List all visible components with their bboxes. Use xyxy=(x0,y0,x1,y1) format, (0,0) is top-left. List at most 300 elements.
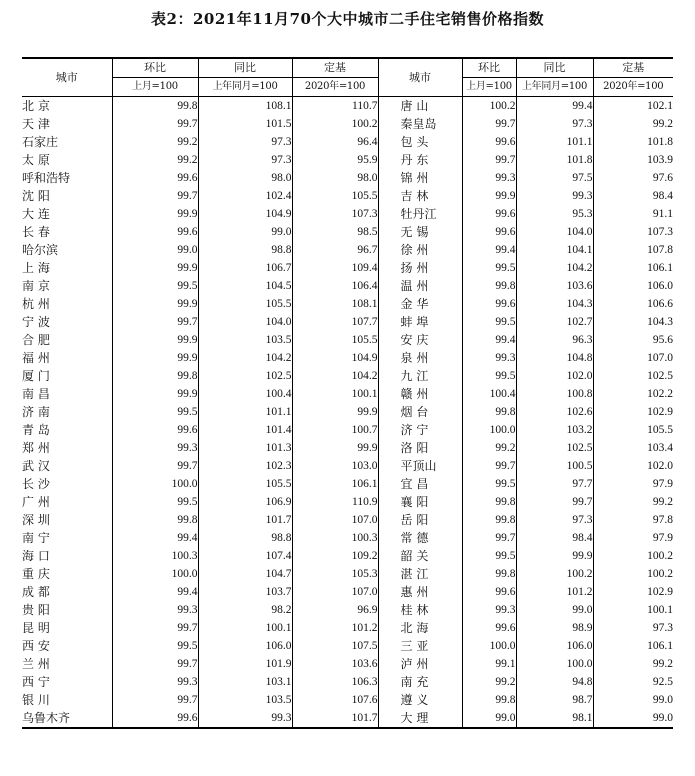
table-row xyxy=(22,385,673,403)
yoy-value-left: 104.9 xyxy=(198,205,292,223)
yoy-value-right: 99.4 xyxy=(516,97,593,116)
city-name-right: 温 州 xyxy=(378,277,462,295)
yoy-value-left: 104.0 xyxy=(198,313,292,331)
table-row xyxy=(22,673,673,691)
fixed-value-right: 97.3 xyxy=(593,619,673,637)
city-name-right: 襄 阳 xyxy=(378,493,462,511)
yoy-value-right: 94.8 xyxy=(516,673,593,691)
fixed-value-left: 99.9 xyxy=(292,439,378,457)
yoy-value-right: 106.0 xyxy=(516,637,593,655)
yoy-value-right: 102.6 xyxy=(516,403,593,421)
city-name-left: 南 京 xyxy=(22,279,50,293)
mom-value-left: 99.8 xyxy=(112,511,198,529)
mom-value-left: 99.6 xyxy=(112,421,198,439)
yoy-value-right: 99.9 xyxy=(516,547,593,565)
table-row xyxy=(22,313,673,331)
city-name-right: 桂 林 xyxy=(378,601,462,619)
yoy-value-left: 101.9 xyxy=(198,655,292,673)
city-name-left: 海 口 xyxy=(22,549,50,563)
city-name-left: 厦 门 xyxy=(22,369,50,383)
mom-value-right: 99.5 xyxy=(462,475,516,493)
mom-value-right: 99.8 xyxy=(462,403,516,421)
fixed-value-right: 105.5 xyxy=(593,421,673,439)
col-subheader-fixed-left: 2020年=100 xyxy=(292,78,378,97)
table-row xyxy=(22,691,673,709)
mom-value-left: 99.3 xyxy=(112,673,198,691)
table-row xyxy=(22,133,673,151)
city-name-right: 赣 州 xyxy=(378,385,462,403)
mom-value-left: 99.6 xyxy=(112,223,198,241)
city-name-right: 吉 林 xyxy=(378,187,462,205)
yoy-value-left: 103.5 xyxy=(198,691,292,709)
mom-value-left: 99.9 xyxy=(112,385,198,403)
mom-value-right: 99.8 xyxy=(462,277,516,295)
fixed-value-right: 100.1 xyxy=(593,601,673,619)
city-name-left: 广 州 xyxy=(22,495,50,509)
col-header-yoy-left: 同比 xyxy=(198,58,292,78)
mom-value-right: 99.7 xyxy=(462,115,516,133)
table-row xyxy=(22,475,673,493)
fixed-value-right: 99.2 xyxy=(593,115,673,133)
city-name-left: 武 汉 xyxy=(22,459,50,473)
yoy-value-left: 99.0 xyxy=(198,223,292,241)
city-name-right: 南 充 xyxy=(378,673,462,691)
mom-value-right: 99.4 xyxy=(462,331,516,349)
yoy-value-right: 99.7 xyxy=(516,493,593,511)
table-row xyxy=(22,511,673,529)
city-name-left: 石家庄 xyxy=(22,135,59,149)
city-name-left: 北 京 xyxy=(22,99,50,113)
table-row xyxy=(22,115,673,133)
yoy-value-left: 103.1 xyxy=(198,673,292,691)
city-name-left: 成 都 xyxy=(22,585,50,599)
col-subheader-yoy-right: 上年同月=100 xyxy=(516,78,593,97)
col-header-city-right: 城市 xyxy=(378,58,462,97)
fixed-value-right: 91.1 xyxy=(593,205,673,223)
fixed-value-left: 100.3 xyxy=(292,529,378,547)
yoy-value-right: 97.3 xyxy=(516,115,593,133)
table-row xyxy=(22,565,673,583)
fixed-value-right: 106.1 xyxy=(593,637,673,655)
city-name-left: 长 沙 xyxy=(22,477,50,491)
col-subheader-fixed-right: 2020年=100 xyxy=(593,78,673,97)
fixed-value-right: 97.9 xyxy=(593,475,673,493)
col-header-fixed-right: 定基 xyxy=(593,58,673,78)
yoy-value-left: 106.7 xyxy=(198,259,292,277)
city-name-right: 泸 州 xyxy=(378,655,462,673)
fixed-value-right: 99.2 xyxy=(593,655,673,673)
yoy-value-right: 104.2 xyxy=(516,259,593,277)
yoy-value-right: 97.3 xyxy=(516,511,593,529)
fixed-value-right: 107.0 xyxy=(593,349,673,367)
city-name-right: 包 头 xyxy=(378,133,462,151)
table-row xyxy=(22,439,673,457)
fixed-value-left: 106.1 xyxy=(292,475,378,493)
table-row xyxy=(22,205,673,223)
mom-value-left: 99.7 xyxy=(112,313,198,331)
mom-value-right: 99.7 xyxy=(462,457,516,475)
col-header-fixed-left: 定基 xyxy=(292,58,378,78)
mom-value-right: 99.9 xyxy=(462,187,516,205)
city-name-left: 贵 阳 xyxy=(22,603,50,617)
yoy-value-right: 102.5 xyxy=(516,439,593,457)
city-name-left: 乌鲁木齐 xyxy=(22,709,112,728)
mom-value-left: 99.5 xyxy=(112,403,198,421)
city-name-left: 大 连 xyxy=(22,207,50,221)
city-name-left: 重 庆 xyxy=(22,567,50,581)
table-body xyxy=(22,97,673,729)
table-row xyxy=(22,241,673,259)
mom-value-right: 99.6 xyxy=(462,223,516,241)
yoy-value-left: 99.3 xyxy=(198,709,292,728)
mom-value-left: 99.5 xyxy=(112,277,198,295)
table-row xyxy=(22,709,673,728)
city-name-right: 唐 山 xyxy=(378,97,462,116)
city-name-left: 福 州 xyxy=(22,351,50,365)
mom-value-left: 99.7 xyxy=(112,457,198,475)
yoy-value-left: 106.9 xyxy=(198,493,292,511)
yoy-value-left: 103.5 xyxy=(198,331,292,349)
mom-value-left: 99.2 xyxy=(112,133,198,151)
city-name-right: 北 海 xyxy=(378,619,462,637)
table-row xyxy=(22,637,673,655)
yoy-value-left: 102.4 xyxy=(198,187,292,205)
fixed-value-left: 109.2 xyxy=(292,547,378,565)
col-subheader-mom-left: 上月=100 xyxy=(112,78,198,97)
table-row xyxy=(22,349,673,367)
fixed-value-left: 100.7 xyxy=(292,421,378,439)
mom-value-right: 99.8 xyxy=(462,511,516,529)
fixed-value-left: 104.9 xyxy=(292,349,378,367)
fixed-value-right: 92.5 xyxy=(593,673,673,691)
yoy-value-left: 104.5 xyxy=(198,277,292,295)
mom-value-right: 99.6 xyxy=(462,583,516,601)
fixed-value-right: 102.1 xyxy=(593,97,673,116)
yoy-value-right: 96.3 xyxy=(516,331,593,349)
mom-value-right: 99.5 xyxy=(462,259,516,277)
yoy-value-left: 101.1 xyxy=(198,403,292,421)
fixed-value-right: 103.9 xyxy=(593,151,673,169)
city-name-right: 三 亚 xyxy=(378,637,462,655)
mom-value-right: 99.7 xyxy=(462,529,516,547)
col-header-city-left: 城市 xyxy=(22,58,112,97)
city-name-left: 太 原 xyxy=(22,153,50,167)
mom-value-left: 100.0 xyxy=(112,475,198,493)
city-name-right: 无 锡 xyxy=(378,223,462,241)
table-row xyxy=(22,493,673,511)
fixed-value-right: 98.4 xyxy=(593,187,673,205)
yoy-value-left: 98.8 xyxy=(198,529,292,547)
city-name-right: 宜 昌 xyxy=(378,475,462,493)
table-row xyxy=(22,223,673,241)
city-name-right: 秦皇岛 xyxy=(378,115,462,133)
fixed-value-left: 95.9 xyxy=(292,151,378,169)
city-name-right: 扬 州 xyxy=(378,259,462,277)
mom-value-right: 99.5 xyxy=(462,367,516,385)
fixed-value-left: 107.5 xyxy=(292,637,378,655)
fixed-value-left: 103.6 xyxy=(292,655,378,673)
mom-value-right: 99.7 xyxy=(462,151,516,169)
mom-value-right: 99.5 xyxy=(462,313,516,331)
fixed-value-left: 99.9 xyxy=(292,403,378,421)
mom-value-right: 99.6 xyxy=(462,619,516,637)
city-name-right: 牡丹江 xyxy=(378,205,462,223)
mom-value-left: 99.9 xyxy=(112,205,198,223)
yoy-value-left: 105.5 xyxy=(198,295,292,313)
fixed-value-right: 106.1 xyxy=(593,259,673,277)
city-name-right: 金 华 xyxy=(378,295,462,313)
city-name-left: 长 春 xyxy=(22,225,50,239)
city-name-left: 南 宁 xyxy=(22,531,50,545)
mom-value-right: 100.4 xyxy=(462,385,516,403)
mom-value-left: 99.7 xyxy=(112,655,198,673)
col-header-mom-right: 环比 xyxy=(462,58,516,78)
city-name-left: 青 岛 xyxy=(22,423,50,437)
yoy-value-right: 97.7 xyxy=(516,475,593,493)
fixed-value-left: 98.5 xyxy=(292,223,378,241)
mom-value-right: 99.8 xyxy=(462,691,516,709)
mom-value-left: 99.8 xyxy=(112,97,198,116)
table-row xyxy=(22,259,673,277)
mom-value-left: 99.2 xyxy=(112,151,198,169)
fixed-value-left: 106.3 xyxy=(292,673,378,691)
fixed-value-left: 101.7 xyxy=(292,709,378,728)
col-subheader-yoy-left: 上年同月=100 xyxy=(198,78,292,97)
mom-value-left: 99.9 xyxy=(112,259,198,277)
mom-value-right: 99.3 xyxy=(462,169,516,187)
fixed-value-right: 102.9 xyxy=(593,583,673,601)
city-name-left: 天 津 xyxy=(22,117,50,131)
price-index-table xyxy=(22,57,673,729)
fixed-value-right: 102.5 xyxy=(593,367,673,385)
city-name-left: 上 海 xyxy=(22,261,50,275)
yoy-value-right: 104.1 xyxy=(516,241,593,259)
yoy-value-right: 98.4 xyxy=(516,529,593,547)
fixed-value-left: 104.2 xyxy=(292,367,378,385)
fixed-value-left: 106.4 xyxy=(292,277,378,295)
yoy-value-left: 104.2 xyxy=(198,349,292,367)
mom-value-left: 99.6 xyxy=(112,169,198,187)
city-name-right: 安 庆 xyxy=(378,331,462,349)
table-row xyxy=(22,529,673,547)
fixed-value-right: 107.8 xyxy=(593,241,673,259)
fixed-value-left: 98.0 xyxy=(292,169,378,187)
col-subheader-mom-right: 上月=100 xyxy=(462,78,516,97)
city-name-right: 洛 阳 xyxy=(378,439,462,457)
yoy-value-left: 105.5 xyxy=(198,475,292,493)
mom-value-right: 100.0 xyxy=(462,637,516,655)
fixed-value-right: 97.8 xyxy=(593,511,673,529)
yoy-value-left: 108.1 xyxy=(198,97,292,116)
mom-value-left: 99.5 xyxy=(112,637,198,655)
table-row xyxy=(22,619,673,637)
yoy-value-right: 104.8 xyxy=(516,349,593,367)
yoy-value-left: 102.5 xyxy=(198,367,292,385)
mom-value-left: 99.7 xyxy=(112,187,198,205)
mom-value-left: 100.3 xyxy=(112,547,198,565)
mom-value-right: 99.6 xyxy=(462,295,516,313)
city-name-left: 兰 州 xyxy=(22,657,50,671)
mom-value-left: 99.5 xyxy=(112,493,198,511)
mom-value-left: 99.4 xyxy=(112,583,198,601)
fixed-value-left: 107.3 xyxy=(292,205,378,223)
mom-value-right: 99.4 xyxy=(462,241,516,259)
table-row xyxy=(22,601,673,619)
mom-value-left: 99.7 xyxy=(112,691,198,709)
mom-value-right: 99.8 xyxy=(462,493,516,511)
city-name-right: 遵 义 xyxy=(378,691,462,709)
fixed-value-right: 99.0 xyxy=(593,709,673,728)
fixed-value-right: 102.0 xyxy=(593,457,673,475)
city-name-right: 湛 江 xyxy=(378,565,462,583)
fixed-value-left: 107.6 xyxy=(292,691,378,709)
city-name-left: 银 川 xyxy=(22,693,50,707)
fixed-value-left: 100.1 xyxy=(292,385,378,403)
fixed-value-right: 102.9 xyxy=(593,403,673,421)
table-row xyxy=(22,367,673,385)
fixed-value-right: 97.9 xyxy=(593,529,673,547)
mom-value-left: 99.7 xyxy=(112,115,198,133)
mom-value-right: 99.5 xyxy=(462,547,516,565)
fixed-value-left: 96.4 xyxy=(292,133,378,151)
fixed-value-right: 99.2 xyxy=(593,493,673,511)
city-name-right: 锦 州 xyxy=(378,169,462,187)
city-name-left: 深 圳 xyxy=(22,513,50,527)
city-name-left: 合 肥 xyxy=(22,333,50,347)
fixed-value-left: 110.7 xyxy=(292,97,378,116)
yoy-value-left: 98.0 xyxy=(198,169,292,187)
fixed-value-left: 109.4 xyxy=(292,259,378,277)
table-row xyxy=(22,331,673,349)
table-row xyxy=(22,547,673,565)
city-name-right: 常 德 xyxy=(378,529,462,547)
yoy-value-right: 99.3 xyxy=(516,187,593,205)
yoy-value-left: 101.5 xyxy=(198,115,292,133)
yoy-value-left: 97.3 xyxy=(198,151,292,169)
mom-value-left: 99.3 xyxy=(112,601,198,619)
col-header-yoy-right: 同比 xyxy=(516,58,593,78)
city-name-right: 徐 州 xyxy=(378,241,462,259)
table-row xyxy=(22,421,673,439)
yoy-value-right: 103.6 xyxy=(516,277,593,295)
yoy-value-right: 98.9 xyxy=(516,619,593,637)
fixed-value-right: 100.2 xyxy=(593,547,673,565)
fixed-value-left: 96.9 xyxy=(292,601,378,619)
city-name-right: 岳 阳 xyxy=(378,511,462,529)
mom-value-right: 99.2 xyxy=(462,673,516,691)
fixed-value-left: 107.7 xyxy=(292,313,378,331)
fixed-value-right: 107.3 xyxy=(593,223,673,241)
city-name-left: 呼和浩特 xyxy=(22,171,71,185)
mom-value-left: 100.0 xyxy=(112,565,198,583)
fixed-value-right: 101.8 xyxy=(593,133,673,151)
col-header-mom-left: 环比 xyxy=(112,58,198,78)
table-row xyxy=(22,403,673,421)
yoy-value-left: 98.8 xyxy=(198,241,292,259)
city-name-left: 郑 州 xyxy=(22,441,50,455)
city-name-right: 惠 州 xyxy=(378,583,462,601)
fixed-value-right: 102.2 xyxy=(593,385,673,403)
table-row xyxy=(22,655,673,673)
fixed-value-right: 104.3 xyxy=(593,313,673,331)
yoy-value-right: 104.3 xyxy=(516,295,593,313)
yoy-value-right: 101.1 xyxy=(516,133,593,151)
city-name-right: 九 江 xyxy=(378,367,462,385)
yoy-value-left: 100.1 xyxy=(198,619,292,637)
yoy-value-right: 100.5 xyxy=(516,457,593,475)
yoy-value-right: 99.0 xyxy=(516,601,593,619)
mom-value-right: 99.6 xyxy=(462,205,516,223)
yoy-value-right: 104.0 xyxy=(516,223,593,241)
table-row xyxy=(22,457,673,475)
mom-value-right: 100.0 xyxy=(462,421,516,439)
fixed-value-left: 110.9 xyxy=(292,493,378,511)
fixed-value-left: 103.0 xyxy=(292,457,378,475)
mom-value-right: 99.1 xyxy=(462,655,516,673)
fixed-value-left: 105.5 xyxy=(292,331,378,349)
mom-value-left: 99.4 xyxy=(112,529,198,547)
fixed-value-right: 106.0 xyxy=(593,277,673,295)
yoy-value-left: 101.3 xyxy=(198,439,292,457)
fixed-value-left: 100.2 xyxy=(292,115,378,133)
city-name-left: 昆 明 xyxy=(22,621,50,635)
yoy-value-right: 100.8 xyxy=(516,385,593,403)
yoy-value-right: 102.0 xyxy=(516,367,593,385)
yoy-value-left: 101.4 xyxy=(198,421,292,439)
yoy-value-left: 98.2 xyxy=(198,601,292,619)
fixed-value-left: 107.0 xyxy=(292,583,378,601)
table-title: 表2：2021年11月70个大中城市二手住宅销售价格指数 xyxy=(151,10,544,28)
fixed-value-left: 96.7 xyxy=(292,241,378,259)
table-row xyxy=(22,583,673,601)
mom-value-right: 99.8 xyxy=(462,565,516,583)
table-row xyxy=(22,187,673,205)
table-row xyxy=(22,295,673,313)
mom-value-left: 99.0 xyxy=(112,241,198,259)
fixed-value-right: 100.2 xyxy=(593,565,673,583)
mom-value-left: 99.3 xyxy=(112,439,198,457)
yoy-value-left: 107.4 xyxy=(198,547,292,565)
yoy-value-right: 95.3 xyxy=(516,205,593,223)
city-name-left: 济 南 xyxy=(22,405,50,419)
city-name-right: 丹 东 xyxy=(378,151,462,169)
city-name-left: 西 安 xyxy=(22,639,50,653)
yoy-value-left: 104.7 xyxy=(198,565,292,583)
table-row xyxy=(22,169,673,187)
yoy-value-right: 100.2 xyxy=(516,565,593,583)
yoy-value-right: 100.0 xyxy=(516,655,593,673)
mom-value-left: 99.8 xyxy=(112,367,198,385)
city-name-right: 蚌 埠 xyxy=(378,313,462,331)
yoy-value-left: 101.7 xyxy=(198,511,292,529)
fixed-value-right: 95.6 xyxy=(593,331,673,349)
yoy-value-left: 106.0 xyxy=(198,637,292,655)
fixed-value-right: 99.0 xyxy=(593,691,673,709)
fixed-value-left: 101.2 xyxy=(292,619,378,637)
city-name-left: 宁 波 xyxy=(22,315,50,329)
yoy-value-right: 101.8 xyxy=(516,151,593,169)
mom-value-right: 99.6 xyxy=(462,133,516,151)
fixed-value-left: 105.5 xyxy=(292,187,378,205)
yoy-value-right: 103.2 xyxy=(516,421,593,439)
city-name-right: 韶 关 xyxy=(378,547,462,565)
city-name-right: 大 理 xyxy=(378,709,462,728)
yoy-value-right: 98.7 xyxy=(516,691,593,709)
yoy-value-left: 97.3 xyxy=(198,133,292,151)
table-row xyxy=(22,97,673,116)
city-name-right: 泉 州 xyxy=(378,349,462,367)
city-name-left: 南 昌 xyxy=(22,387,50,401)
